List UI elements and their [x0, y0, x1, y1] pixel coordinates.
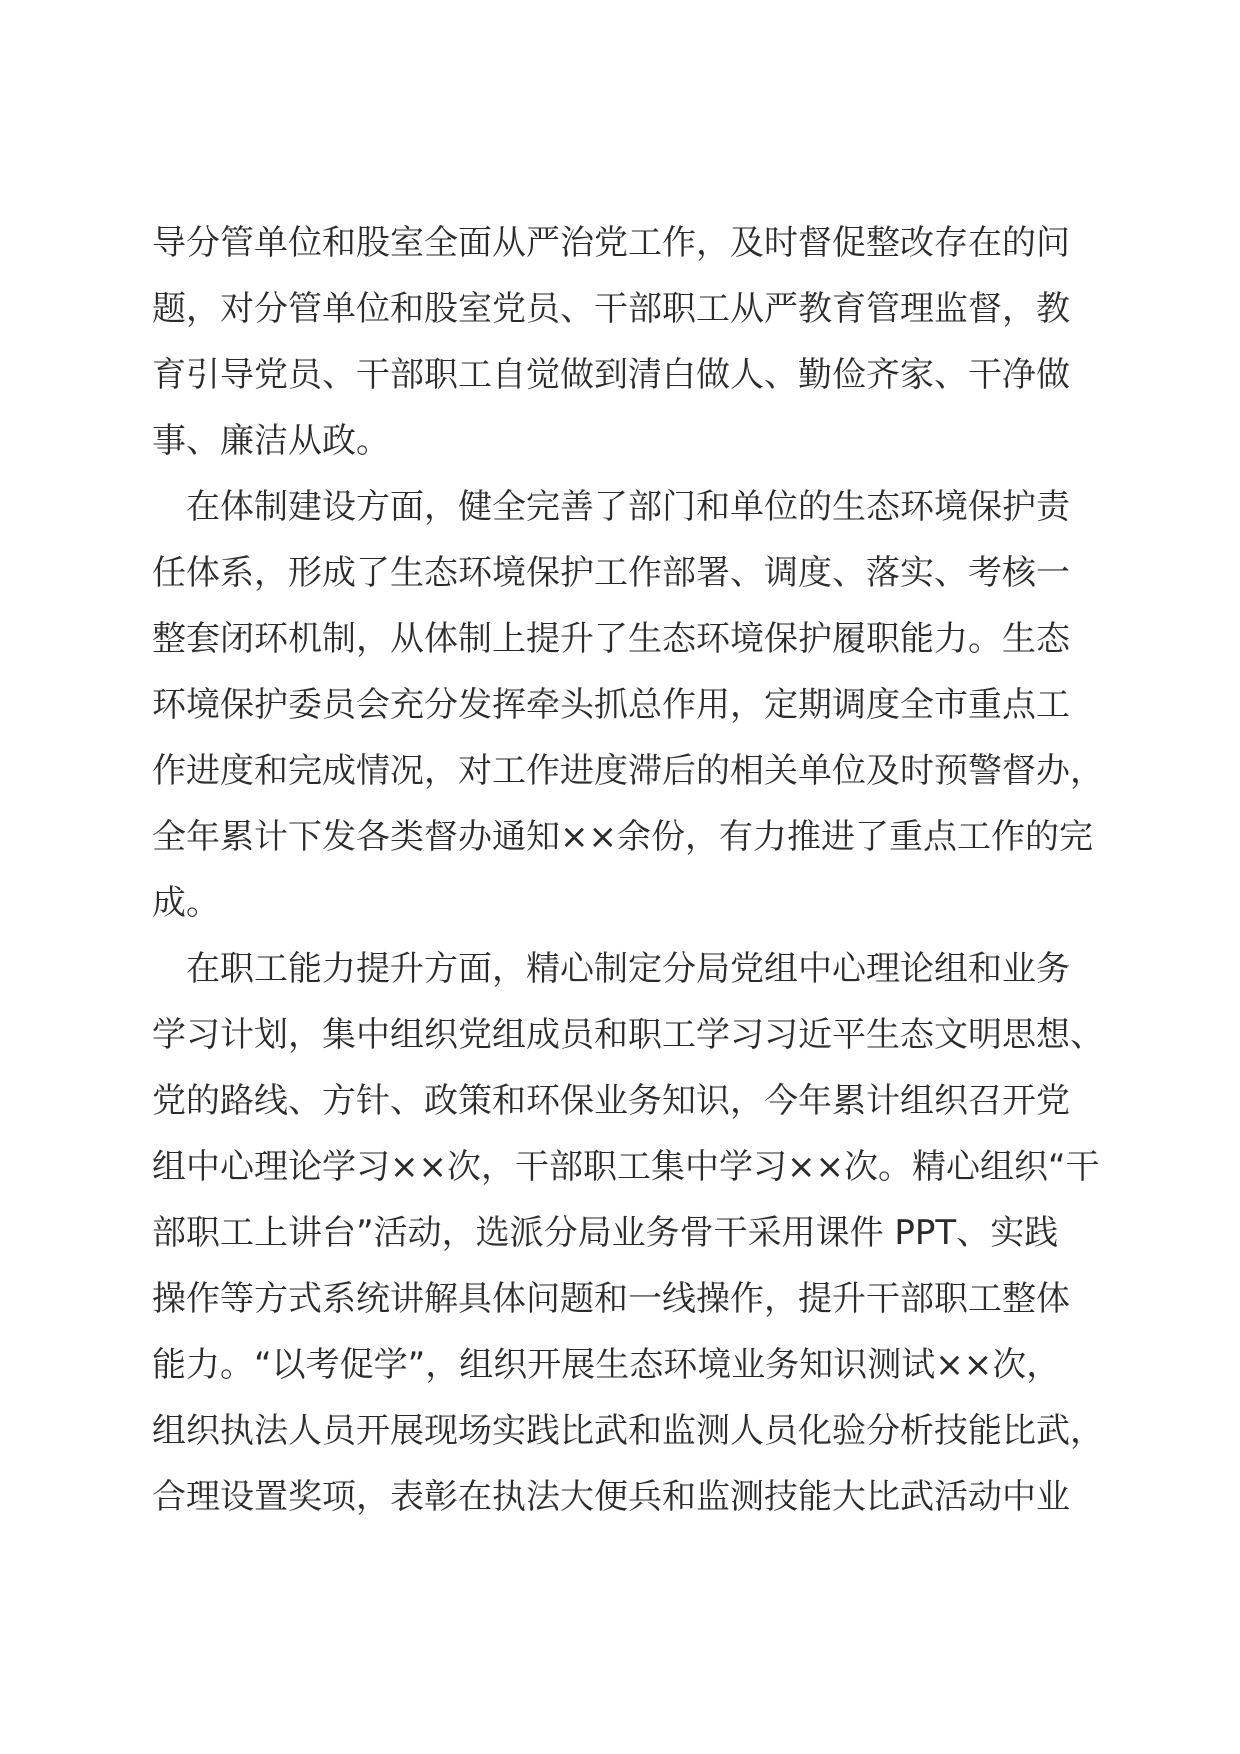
paragraph-start-line: 在体制建设方面，健全完善了部门和单位的生态环境保护责: [186, 487, 1070, 527]
text-line: 作进度和完成情况，对工作进度滞后的相关单位及时预警督办，: [152, 751, 1104, 791]
text-line: 部职工上讲台”活动，选派分局业务骨干采用课件 PPT、实践: [152, 1213, 1059, 1253]
paragraph-start-line: 在职工能力提升方面，精心制定分局党组中心理论组和业务: [186, 949, 1070, 989]
text-line: 事、廉洁从政。: [152, 421, 390, 461]
text-line: 党的路线、方针、政策和环保业务知识，今年累计组织召开党: [152, 1081, 1070, 1121]
text-line: 组织执法人员开展现场实践比武和监测人员化验分析技能比武，: [152, 1411, 1104, 1451]
text-line: 题，对分管单位和股室党员、干部职工从严教育管理监督，教: [152, 289, 1070, 329]
text-line: 整套闭环机制，从体制上提升了生态环境保护履职能力。生态: [152, 619, 1070, 659]
text-line: 操作等方式系统讲解具体问题和一线操作，提升干部职工整体: [152, 1279, 1070, 1319]
body-text: [152, 210, 1104, 1530]
text-line: 学习计划，集中组织党组成员和职工学习习近平生态文明思想、: [152, 1015, 1104, 1055]
text-line: 能力。“以考促学”，组织开展生态环境业务知识测试××次，: [152, 1345, 1061, 1385]
text-line: 成。: [152, 883, 220, 923]
text-line: 任体系，形成了生态环境保护工作部署、调度、落实、考核一: [152, 553, 1070, 593]
text-line: 组中心理论学习××次，干部职工集中学习××次。精心组织“干: [152, 1147, 1100, 1187]
text-line: 合理设置奖项，表彰在执法大便兵和监测技能大比武活动中业: [152, 1477, 1070, 1517]
text-line: 环境保护委员会充分发挥牵头抓总作用，定期调度全市重点工: [152, 685, 1070, 725]
text-line: 导分管单位和股室全面从严治党工作，及时督促整改存在的问: [152, 223, 1070, 263]
text-line: 育引导党员、干部职工自觉做到清白做人、勤俭齐家、干净做: [152, 355, 1070, 395]
text-line: 全年累计下发各类督办通知××余份，有力推进了重点工作的完: [152, 817, 1093, 857]
